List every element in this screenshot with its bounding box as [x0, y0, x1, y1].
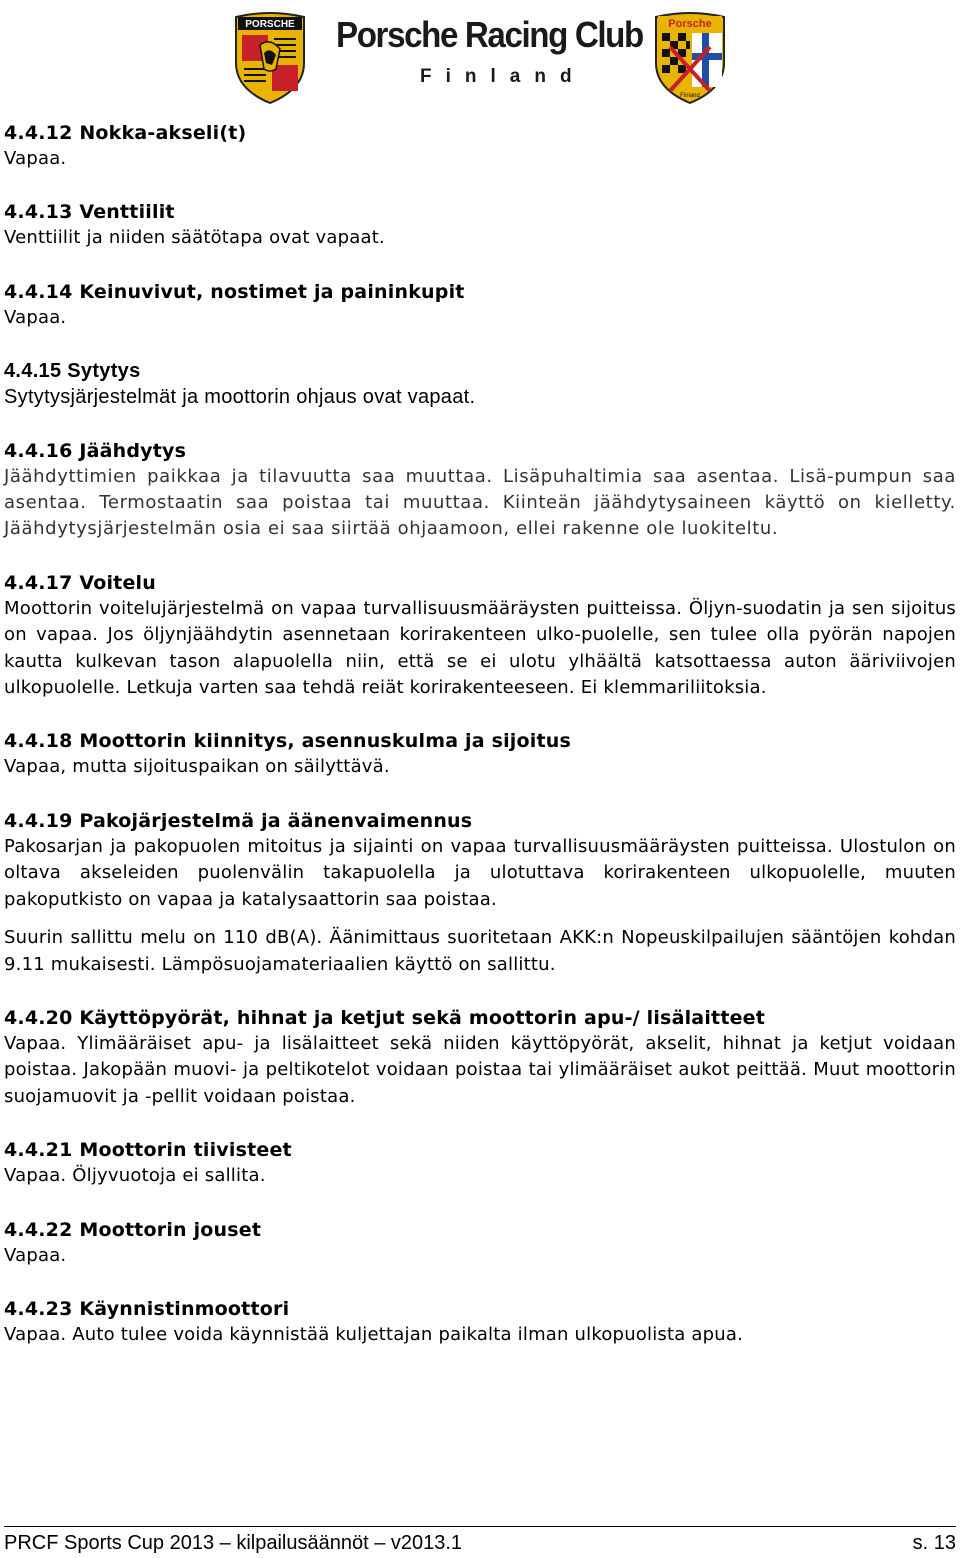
section-paragraph: Vapaa. — [4, 1244, 67, 1266]
section-paragraph: Moottorin voitelujärjestelmä on vapaa turvallisuusmääräysten puitteissa. Öljyn-suodatin ja sen sijoitus on vapaa. Jos öljynjäähdytin asennetaan korirakenteen ulko-puolelle, sen tulee olla pyörän napojen kautta kulkevan tason alapuolella niin, että se ei ulotu ylhäältä katsottaessa auton ääriviivojen ulkopuolelle. Letkuja varten saa tehdä reiät korirakenteeseen. Ei klemmariliitoksia. — [4, 597, 956, 699]
section-4-4-13 — [4, 199, 956, 251]
section-4-4-18 — [4, 728, 956, 780]
section-title: 4.4.22 Moottorin jouset — [4, 1218, 262, 1241]
section-title: 4.4.23 Käynnistinmoottori — [4, 1297, 290, 1320]
section-title: 4.4.14 Keinuvivut, nostimet ja paininkupit — [4, 280, 465, 303]
section-paragraph: Suurin sallittu melu on 110 dB(A). Äänimittaus suoritetaan AKK:n Nopeuskilpailujen sääntöjen kohdan 9.11 mukaisesti. Lämpösuojamateriaalien käyttö on sallittu. — [4, 927, 956, 975]
document-body — [4, 120, 956, 1375]
section-title: 4.4.20 Käyttöpyörät, hihnat ja ketjut sekä moottorin apu-/ lisälaitteet — [4, 1006, 766, 1029]
section-4-4-22 — [4, 1217, 956, 1269]
section-4-4-20 — [4, 1005, 956, 1110]
section-paragraph: Vapaa. — [4, 306, 67, 328]
porsche-crest-logo — [230, 7, 310, 105]
footer-page-number: s. 13 — [912, 1532, 956, 1554]
section-4-4-15 — [4, 358, 956, 410]
section-paragraph: Vapaa, mutta sijoituspaikan on säilyttävä. — [4, 756, 390, 778]
prc-finland-crest-logo — [650, 7, 730, 105]
footer-divider — [4, 1526, 956, 1527]
section-title: 4.4.12 Nokka-akseli(t) — [4, 122, 247, 144]
section-paragraph: Sytytysjärjestelmät ja moottorin ohjaus ovat vapaat. — [4, 386, 476, 409]
section-4-4-14 — [4, 279, 956, 331]
section-4-4-16 — [4, 438, 956, 543]
svg-text:Finland: Finland — [680, 93, 700, 99]
section-title: 4.4.13 Venttiilit — [4, 201, 175, 224]
svg-text:PORSCHE: PORSCHE — [245, 19, 295, 30]
section-title: 4.4.16 Jäähdytys — [4, 439, 187, 462]
section-title: 4.4.17 Voitelu — [4, 571, 156, 594]
section-title: 4.4.21 Moottorin tiivisteet — [4, 1139, 292, 1162]
section-4-4-12 — [4, 120, 956, 172]
section-paragraph: Jäähdyttimien paikkaa ja tilavuutta saa muuttaa. Lisäpuhaltimia saa asentaa. Lisä-pumpun saa asentaa. Termostaatin saa poistaa tai muuttaa. Kiinteän jäähdytysaineen käyttö on kielletty. Jäähdytysjärjestelmän osia ei saa siirtää ohjaamoon, ellei rakenne ole luokiteltu. — [4, 465, 956, 540]
section-title: 4.4.15 Sytytys — [4, 360, 141, 383]
club-country: Finland — [420, 66, 586, 87]
section-paragraph: Vapaa. — [4, 148, 67, 169]
section-paragraph: Vapaa. Auto tulee voida käynnistää kuljettajan paikalta ilman ulkopuolista apua. — [4, 1323, 744, 1345]
section-paragraph: Vapaa. Ylimääräiset apu- ja lisälaitteet sekä niiden käyttöpyörät, akselit, hihnat ja ketjut voidaan poistaa. Jakopään muovi- ja peltikotelot voidaan poistaa tai ylimääräiset aukot peittää. Muut moottorin suojamuovit ja -pellit voidaan poistaa. — [4, 1032, 956, 1107]
section-4-4-21 — [4, 1137, 956, 1189]
section-4-4-17 — [4, 570, 956, 702]
page-header — [0, 0, 960, 112]
club-name: Porsche Racing Club — [336, 14, 643, 55]
section-title: 4.4.19 Pakojärjestelmä ja äänenvaimennus — [4, 809, 473, 832]
section-4-4-19 — [4, 808, 956, 978]
section-paragraph: Pakosarjan ja pakopuolen mitoitus ja sijainti on vapaa turvallisuusmääräysten puitteissa. Ulostulon on oltava akseleiden puolenvälin takapuolella ja ulotuttava korirakenteen ulkopuolelle, muuten pakoputkisto on vapaa ja katalysaattorin saa poistaa. — [4, 835, 956, 910]
section-4-4-23 — [4, 1296, 956, 1348]
footer-document-title: PRCF Sports Cup 2013 – kilpailusäännöt – v2013.1 — [4, 1532, 463, 1554]
section-title: 4.4.18 Moottorin kiinnitys, asennuskulma ja sijoitus — [4, 730, 572, 753]
svg-text:Porsche: Porsche — [668, 18, 712, 30]
section-paragraph: Vapaa. Öljyvuotoja ei sallita. — [4, 1165, 266, 1187]
section-paragraph: Venttiilit ja niiden säätötapa ovat vapaat. — [4, 227, 385, 249]
